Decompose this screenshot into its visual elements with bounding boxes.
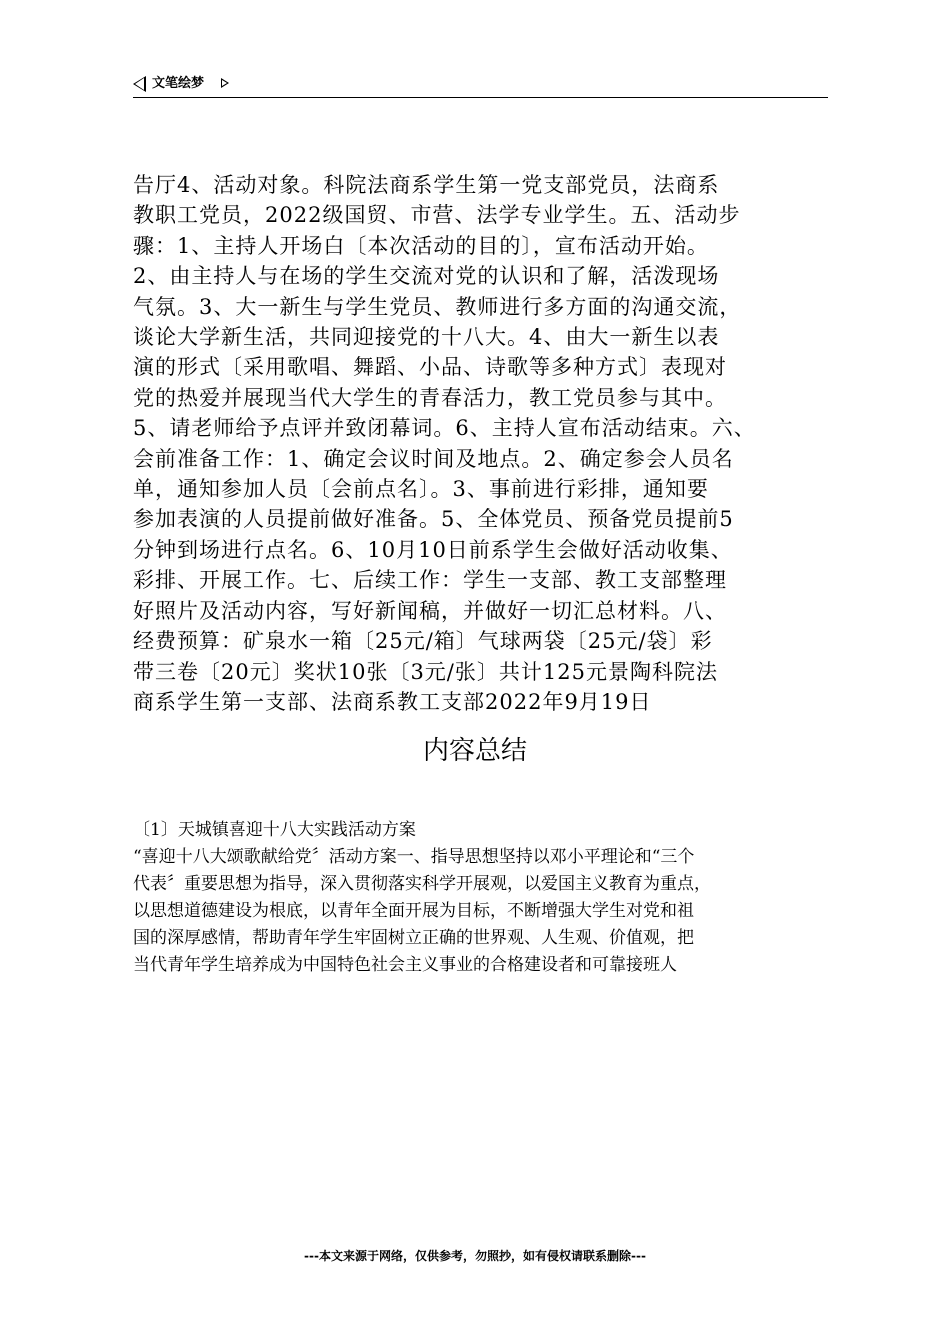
body-line: 商系学生第一支部、法商系教工支部2022年9月19日 [133,689,652,714]
body-paragraph [133,170,838,717]
triangle-right-icon [221,78,229,88]
body-line: 带三卷〔20元〕奖状10张〔3元/张〕共计125元景陶科院法 [133,659,718,684]
body-line: 告厅4、活动对象。科院法商系学生第一党支部党员，法商系 [133,173,720,197]
body-line: 演的形式〔采用歌唱、舞蹈、小品、诗歌等多种方式〕表现对 [133,355,727,380]
triangle-left-icon [133,76,146,92]
body-line: 教职工党员，2022级国贸、市营、法学专业学生。五、活动步 [133,203,741,228]
body-line: 2、由主持人与在场的学生交流对党的认识和了解，活泼现场 [133,264,720,289]
summary-line: “喜迎十八大颂歌献给党〞活动方案一、指导思想坚持以邓小平理论和“三个 [133,847,695,867]
body-line: 经费预算：矿泉水一箱〔25元/箱〕气球两袋〔25元/袋〕彩 [133,629,713,654]
body-line: 彩排、开展工作。七、后续工作：学生一支部、教工支部整理 [133,568,727,593]
body-line: 分钟到场进行点名。6、10月10日前系学生会做好活动收集、 [133,537,733,562]
body-line: 骤：1、主持人开场白〔本次活动的目的〕，宣布活动开始。 [133,233,709,258]
summary-section [133,817,833,979]
body-line: 5、请老师给予点评并致闭幕词。6、主持人宣布活动结束。六、 [133,416,756,441]
body-line: 党的热爱并展现当代大学生的青春活力，教工党员参与其中。 [133,385,727,410]
page-footer: ---本文来源于网络，仅供参考，勿照抄，如有侵权请联系删除--- [304,1249,646,1263]
body-line: 参加表演的人员提前做好准备。5、全体党员、预备党员提前5 [133,507,734,532]
page-header [133,74,828,98]
summary-line: 代表〞重要思想为指导，深入贯彻落实科学开展观，以爱国主义教育为重点， [133,874,711,894]
body-line: 好照片及活动内容，写好新闻稿，并做好一切汇总材料。八、 [133,598,727,623]
body-line: 单，通知参加人员〔会前点名〕。3、事前进行彩排，通知要 [133,477,709,502]
summary-line: 〔1〕天城镇喜迎十八大实践活动方案 [133,820,416,840]
body-line: 谈论大学新生活，共同迎接党的十八大。4、由大一新生以表 [133,325,720,350]
body-line: 气氛。3、大一新生与学生党员、教师进行多方面的沟通交流， [133,294,742,319]
summary-line: 国的深厚感情，帮助青年学生牢固树立正确的世界观、人生观、价值观，把 [133,928,694,948]
header-rule [133,97,828,98]
header-title: 文笔绘梦 [152,76,205,91]
summary-line: 以思想道德建设为根底，以青年全面开展为目标，不断增强大学生对党和祖 [133,901,694,921]
body-line: 会前准备工作：1、确定会议时间及地点。2、确定参会人员名 [133,446,734,471]
summary-heading: 内容总结 [422,736,527,766]
summary-line: 当代青年学生培养成为中国特色社会主义事业的合格建设者和可靠接班人 [133,955,677,975]
